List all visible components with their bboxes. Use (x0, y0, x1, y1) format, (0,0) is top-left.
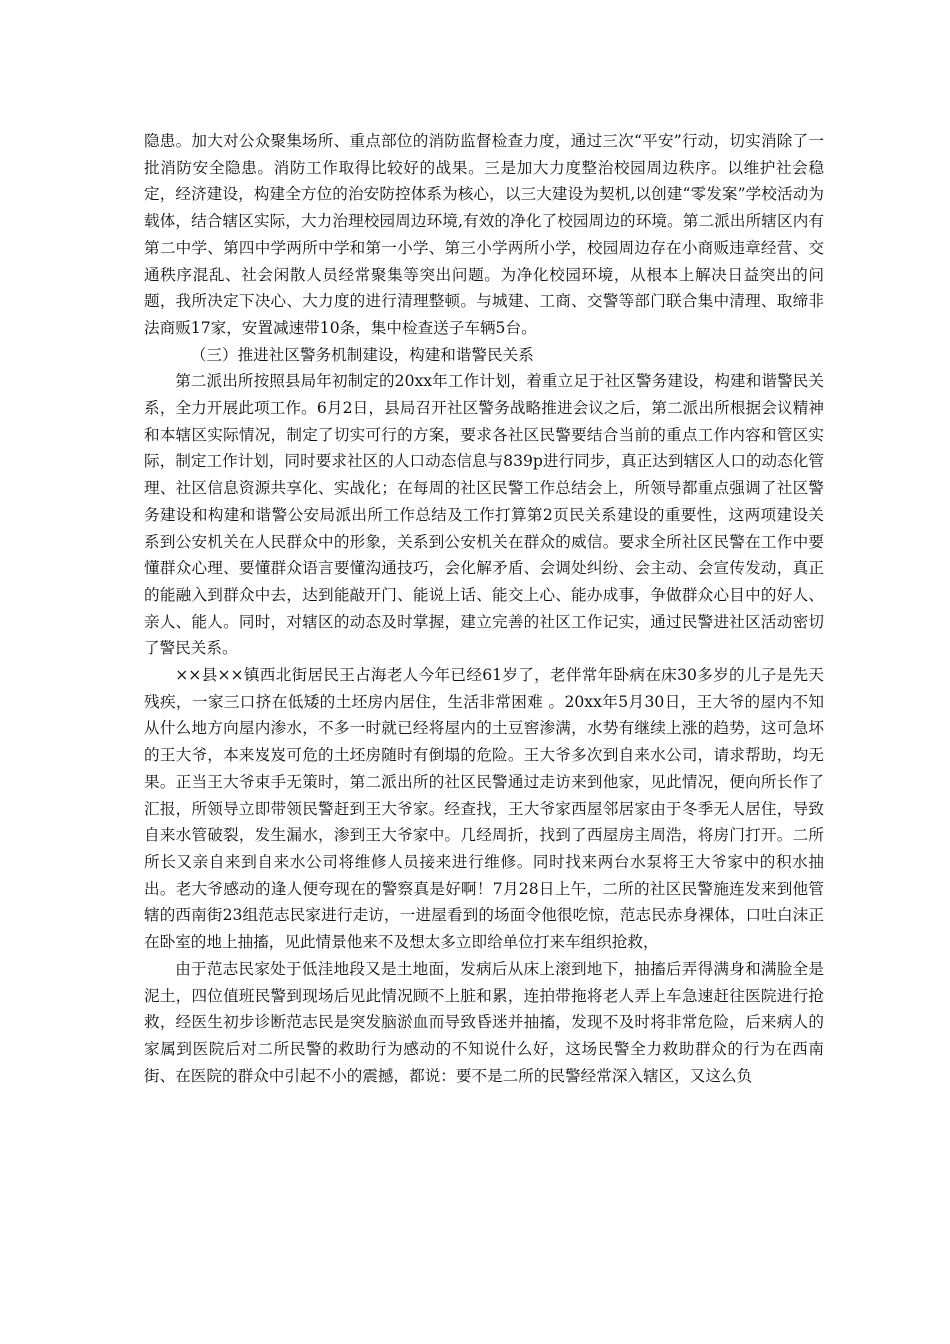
paragraph-wang-case: ××县××镇西北街居民王占海老人今年已经61岁了，老伴常年卧病在床30多岁的儿子是先天残疾，一家三口挤在低矮的土坯房内居住，生活非常困难 。20xx年5月30日，王大爷的屋内不知从什么地方向屋内渗水，不多一时就已经将屋内的土豆窖渗满，水势有继续上涨的趋势，这可急坏的王大爷，本来岌岌可危的土坯房随时有倒塌的危险。王大爷多次到自来水公司，请求帮助，均无果。正当王大爷束手无策时，第二派出所的社区民警通过走访来到他家，见此情况，便向所长作了汇报，所领导立即带领民警赶到王大爷家。经查找，王大爷家西屋邻居家由于冬季无人居住，导致自来水管破裂，发生漏水，渗到王大爷家中。几经周折，找到了西屋房主周浩，将房门打开。二所所长又亲自来到自来水公司将维修人员接来进行维修。同时找来两台水泵将王大爷家中的积水抽出。老大爷感动的逢人便夸现在的警察真是好啊！7月28日上午，二所的社区民警施连发来到他管辖的西南街23组范志民家进行走访，一进屋看到的场面令他很吃惊，范志民赤身裸体，口吐白沫正在卧室的地上抽搐，见此情景他来不及想太多立即给单位打来车组织抢救， (144, 666, 824, 952)
document-page (144, 128, 824, 1089)
section-heading-community-policing: （三）推进社区警务机制建设，构建和谐警民关系 (190, 345, 534, 364)
paragraph-school-safety: 隐患。加大对公众聚集场所、重点部位的消防监督检查力度，通过三次“平安”行动，切实消除了一批消防安全隐患。消防工作取得比较好的战果。三是加大力度整治校园周边秩序。以维护社会稳定，经济建设，构建全方位的治安防控体系为核心，以三大建设为契机,以创建“零发案”学校活动为载体，结合辖区实际，大力治理校园周边环境,有效的净化了校园周边的环境。第二派出所辖区内有第二中学、第四中学两所中学和第一小学、第三小学两所小学，校园周边存在小商贩违章经营、交通秩序混乱、社会闲散人员经常聚集等突出问题。为净化校园环境，从根本上解决日益突出的问题，我所决定下决心、大力度的进行清理整顿。与城建、工商、交警等部门联合集中清理、取缔非法商贩17家，安置减速带10条，集中检查送子车辆5台。 (144, 132, 824, 337)
paragraph-community-policing: 第二派出所按照县局年初制定的20xx年工作计划，着重立足于社区警务建设，构建和谐警民关系，全力开展此项工作。6月2日，县局召开社区警务战略推进会议之后，第二派出所根据会议精神和本辖区实际情况，制定了切实可行的方案，要求各社区民警要结合当前的重点工作内容和管区实际，制定工作计划，同时要求社区的人口动态信息与839p进行同步，真正达到辖区人口的动态化管理、社区信息资源共享化、实战化；在每周的社区民警工作总结会上，所领导都重点强调了社区警务建设和构建和谐警公安局派出所工作总结及工作打算第2页民关系建设的重要性，这两项建设关系到公安机关在人民群众中的形象，关系到公安机关在群众的威信。要求全所社区民警在工作中要懂群众心理、要懂群众语言要懂沟通技巧，会化解矛盾、会调处纠纷、会主动、会宣传发动，真正的能融入到群众中去，达到能敲开门、能说上话、能交上心、能办成事，争做群众心目中的好人、亲人、能人。同时，对辖区的动态及时掌握，建立完善的社区工作记实，通过民警进社区活动密切了警民关系。 (144, 372, 824, 658)
paragraph-fan-rescue: 由于范志民家处于低洼地段又是土地面，发病后从床上滚到地下，抽搐后弄得满身和满脸全是泥土，四位值班民警到现场后见此情况顾不上脏和累，连拍带拖将老人弄上车急速赶往医院进行抢救，经医生初步诊断范志民是突发脑淤血而导致昏迷并抽搐，发现不及时将非常危险，后来病人的家属到医院后对二所民警的救助行为感动的不知说什么好，这场民警全力救助群众的行为在西南街、在医院的群众中引起不小的震撼，都说：要不是二所的民警经常深入辖区，又这么负 (144, 959, 824, 1085)
